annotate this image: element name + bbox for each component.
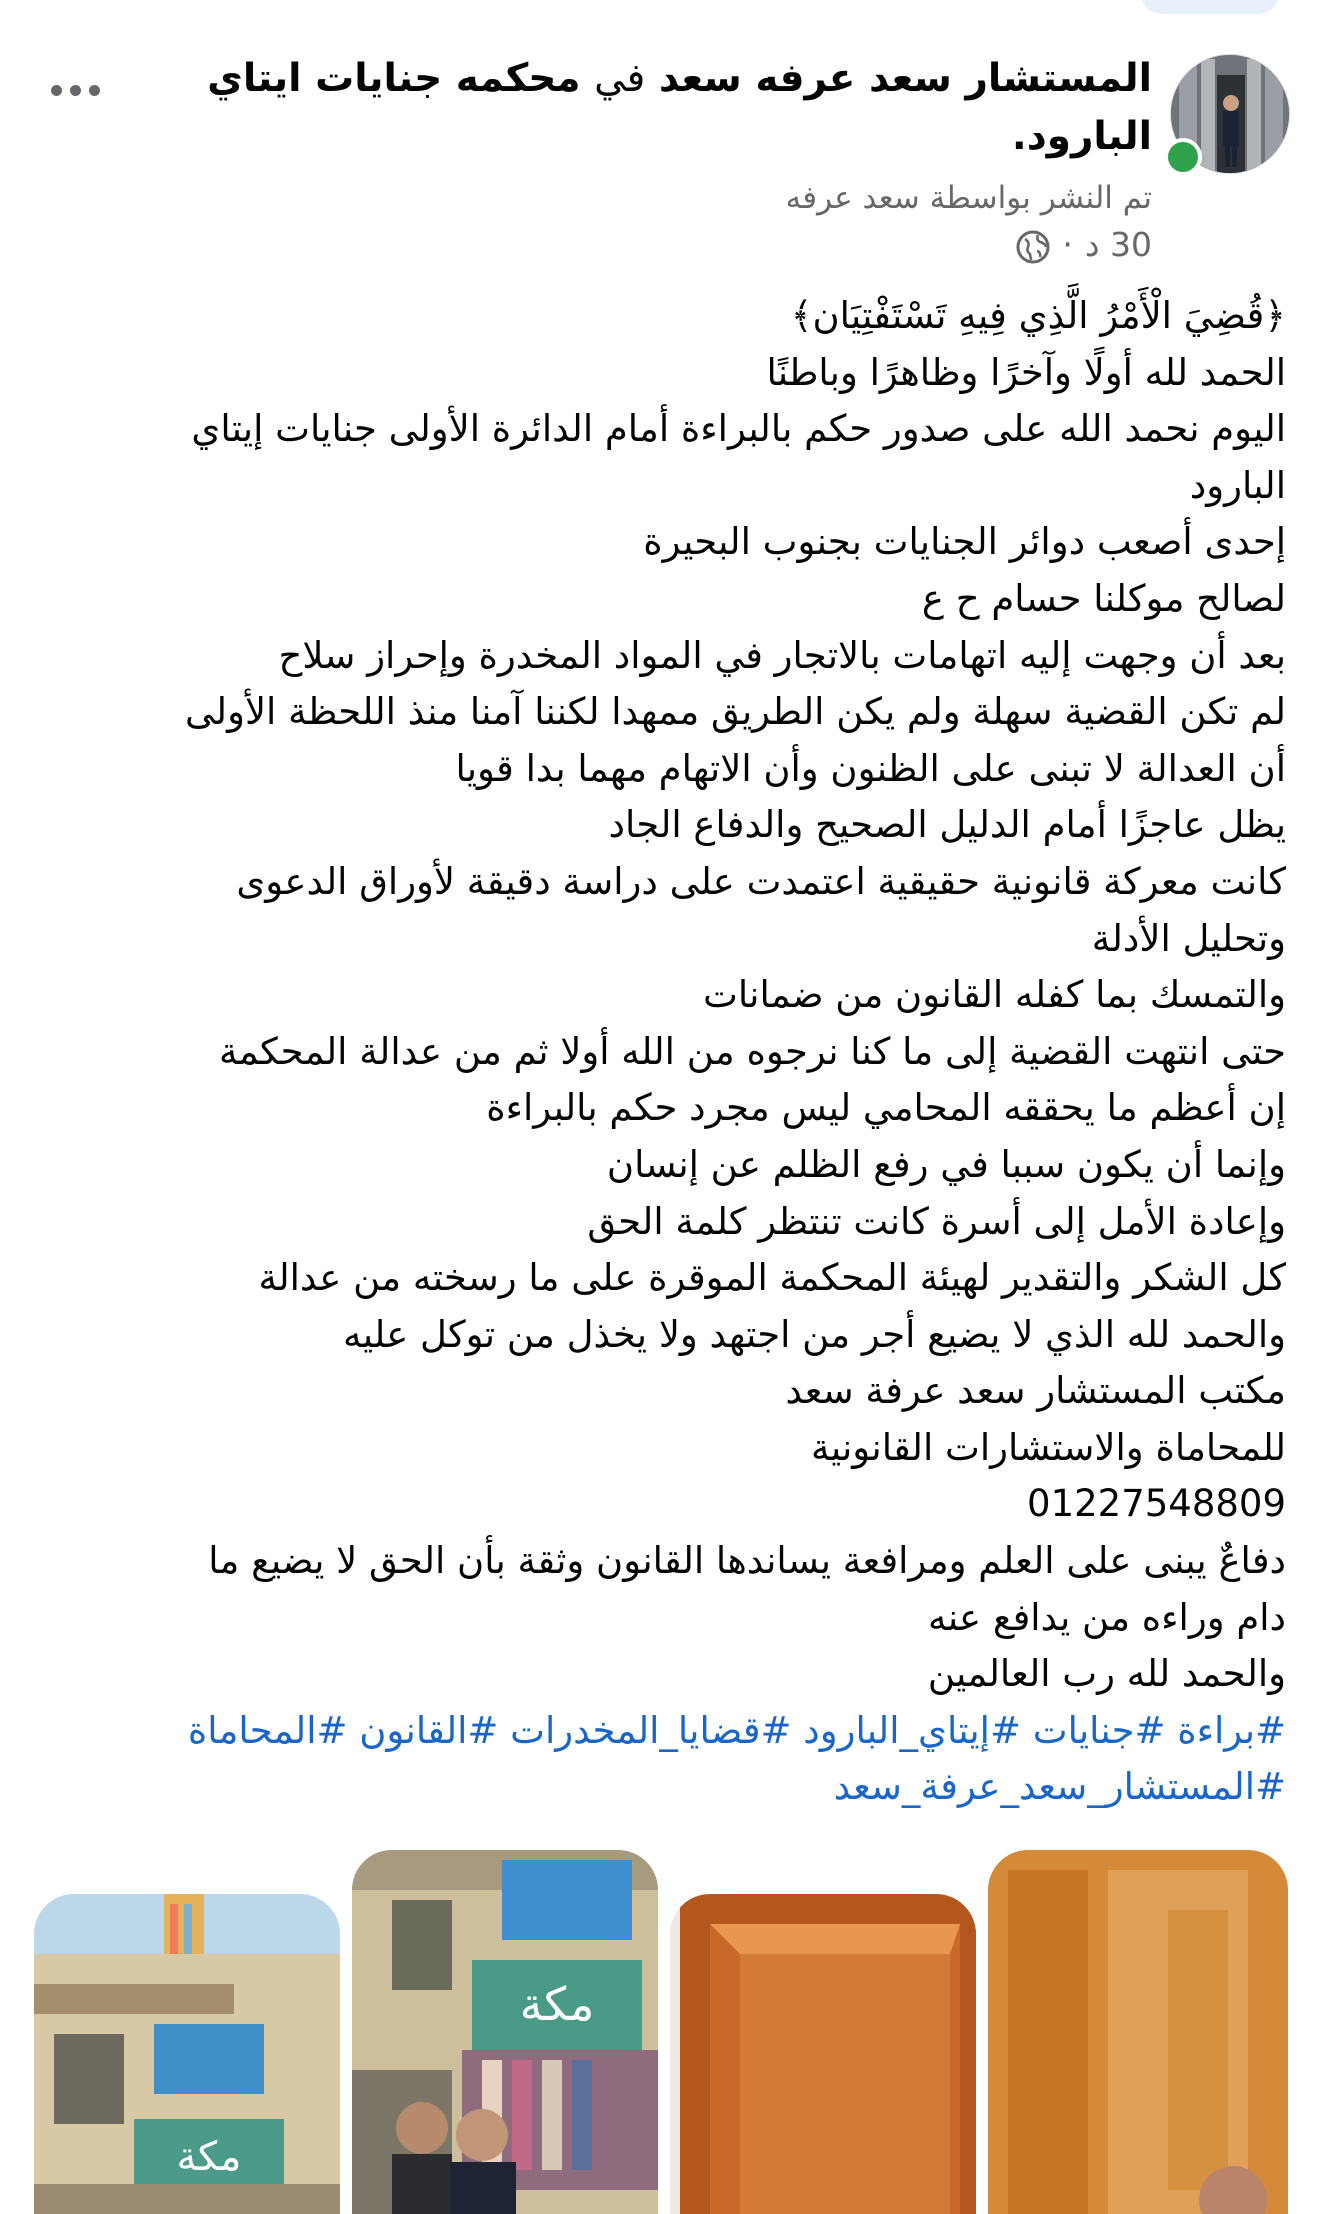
meta-separator: · xyxy=(1062,225,1073,264)
post-text-line: إن أعظم ما يحققه المحامي ليس مجرد حكم بالبراءة xyxy=(486,1086,1286,1130)
more-dot xyxy=(51,85,62,96)
post-meta xyxy=(152,220,1152,270)
post-text-line: والتمسك بما كفله القانون من ضمانات xyxy=(703,973,1286,1017)
post-text-line: للمحاماة والاستشارات القانونية xyxy=(810,1425,1286,1469)
post-text-line: دام وراءه من يدافع عنه xyxy=(928,1595,1286,1639)
online-status-indicator xyxy=(1164,138,1202,176)
more-dot xyxy=(70,85,81,96)
post-header xyxy=(30,50,1290,264)
post-photo-grid xyxy=(34,1850,1288,2210)
post-text-line: مكتب المستشار سعد عرفة سعد xyxy=(785,1369,1286,1413)
post-text-line: إحدى أصعب دوائر الجنايات بجنوب البحيرة xyxy=(643,520,1286,564)
posted-by-text: تم النشر بواسطة سعد عرفه xyxy=(785,180,1152,216)
post-photo[interactable] xyxy=(988,1850,1288,2214)
hashtags-line xyxy=(30,1703,1286,1760)
post-text-line: حتى انتهت القضية إلى ما كنا نرجوه من الله أولا ثم من عدالة المحكمة xyxy=(218,1029,1286,1073)
post-text-line: لصالح موكلنا حسام ح ع xyxy=(921,576,1286,620)
post-title xyxy=(152,50,1152,166)
location-link[interactable]: محكمه جنايات ايتاي البارود. xyxy=(207,56,1152,159)
post-text-line: لم تكن القضية سهلة ولم يكن الطريق ممهدا لكننا آمنا منذ اللحظة الأولى xyxy=(184,690,1286,734)
post-text-line: بعد أن وجهت إليه اتهامات بالاتجار في المواد المخدرة وإحراز سلاح xyxy=(278,633,1286,677)
hashtag-link[interactable]: #إيتاي_البارود xyxy=(803,1708,1021,1752)
post-photo[interactable] xyxy=(34,1894,340,2214)
more-options-icon[interactable] xyxy=(40,70,110,110)
post-text-line: أن العدالة لا تبنى على الظنون وأن الاتهام مهما بدا قويا xyxy=(455,746,1286,790)
hashtags-line xyxy=(30,1759,1286,1816)
post-body xyxy=(30,288,1286,1816)
post-text-line: ﴿قُضِيَ الْأَمْرُ الَّذِي فِيهِ تَسْتَفْتِيَان﴾ xyxy=(790,294,1286,337)
svg-text:ﻣﻜﺔ: ﻣﻜﺔ xyxy=(176,2134,242,2180)
post-text-line: والحمد لله الذي لا يضيع أجر من اجتهد ولا يخذل من توكل عليه xyxy=(342,1312,1286,1356)
hashtag-link[interactable]: #جنايات xyxy=(1032,1708,1166,1752)
phone-number-line xyxy=(30,1476,1286,1533)
more-dot xyxy=(89,85,100,96)
author-avatar-container[interactable] xyxy=(1168,54,1290,176)
post-time[interactable]: 30 د xyxy=(1084,225,1152,264)
hashtag-link[interactable]: #المستشار_سعد_عرفة_سعد xyxy=(833,1765,1286,1809)
hashtag-link[interactable]: #قضايا_المخدرات xyxy=(510,1708,792,1752)
post-text-line: اليوم نحمد الله على صدور حكم بالبراءة أمام الدائرة الأولى جنايات إيتاي xyxy=(191,407,1286,451)
post-text-line: والحمد لله رب العالمين xyxy=(927,1652,1286,1696)
post-text-line: دفاعٌ يبنى على العلم ومرافعة يساندها القانون وثقة بأن الحق لا يضيع ما xyxy=(208,1539,1286,1583)
svg-text:ﻣﻜﺔ: ﻣﻜﺔ xyxy=(519,1977,595,2031)
hashtag-link[interactable]: #براءة xyxy=(1177,1708,1286,1752)
post-text-line: الحمد لله أولًا وآخرًا وظاهرًا وباطنًا xyxy=(766,350,1286,394)
post-photo[interactable] xyxy=(352,1850,658,2214)
post-title-block xyxy=(152,50,1152,270)
post-text-line: وتحليل الأدلة xyxy=(1091,916,1286,960)
post-text-line: البارود xyxy=(1189,463,1286,507)
post-text-line: وإعادة الأمل إلى أسرة كانت تنتظر كلمة الحق xyxy=(587,1199,1286,1243)
post-text-line: يظل عاجزًا أمام الدليل الصحيح والدفاع الجاد xyxy=(608,803,1286,847)
globe-icon[interactable] xyxy=(1016,228,1050,262)
post-text-line: كانت معركة قانونية حقيقية اعتمدت على دراسة دقيقة لأوراق الدعوى xyxy=(236,859,1286,903)
hashtag-link[interactable]: #القانون xyxy=(359,1708,499,1752)
hashtag-link[interactable]: #المحاماة xyxy=(187,1708,348,1752)
location-connector: في xyxy=(594,56,646,101)
post-text-line: كل الشكر والتقدير لهيئة المحكمة الموقرة على ما رسخته من عدالة xyxy=(258,1256,1286,1300)
post-text-line: وإنما أن يكون سببا في رفع الظلم عن إنسان xyxy=(606,1142,1286,1186)
post-photo[interactable] xyxy=(670,1894,976,2214)
author-name-link[interactable]: المستشار سعد عرفه سعد xyxy=(658,56,1152,101)
phone-number[interactable]: 01227548809 xyxy=(1027,1482,1286,1526)
